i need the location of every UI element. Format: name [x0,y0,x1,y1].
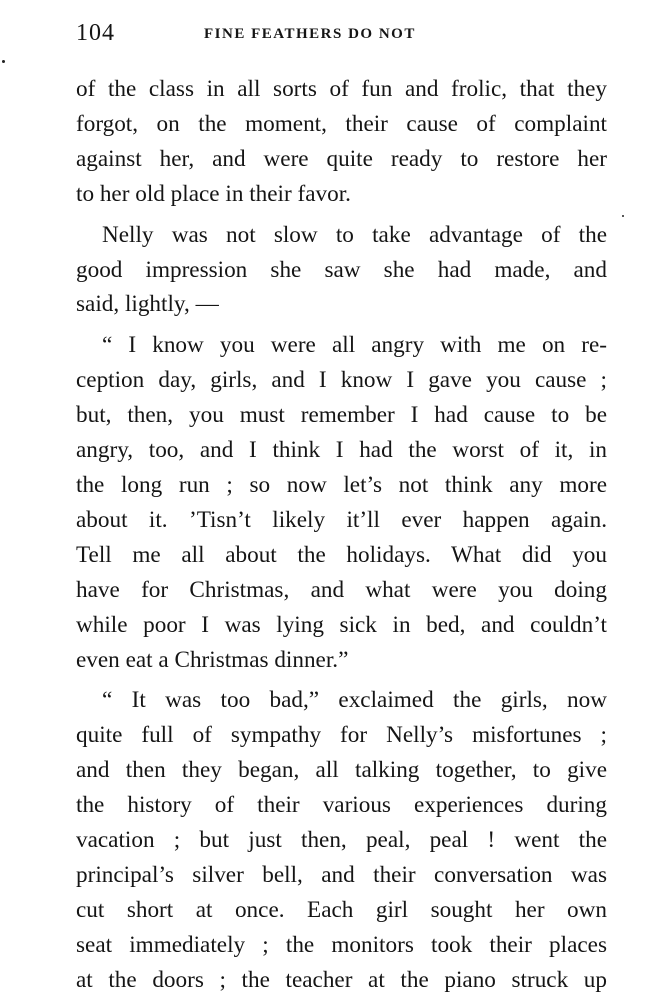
paragraph-3 [76,328,607,677]
print-speck [622,215,624,217]
text-line: cut short at once. Each girl sought her own [76,896,607,923]
text-line: Tell me all about the holidays. What did you [76,541,607,568]
paragraph-1 [76,72,607,212]
text-line: principal’s silver bell, and their conversation was [76,861,607,888]
text-line: angry, too, and I think I had the worst of it, in [76,437,607,464]
text-line: the long run ; so now let’s not think any more [76,471,607,498]
text-line: the history of their various experiences during [76,792,607,819]
text-line: to her old place in their favor. [76,180,351,207]
text-line: of the class in all sorts of fun and frolic, that they [76,76,607,102]
text-line: “ It was too bad,” exclaimed the girls, now [102,687,607,714]
text-line: forgot, on the moment, their cause of complaint [76,110,607,137]
text-line: about it. ’Tisn’t likely it’ll ever happen again. [76,506,607,533]
paragraph-4 [76,683,607,997]
body-text [76,72,607,998]
text-line: even eat a Christmas dinner.” [76,646,349,673]
running-head: FINE FEATHERS DO NOT [204,26,416,42]
text-line: but, then, you must remember I had cause to be [76,402,607,429]
text-line: vacation ; but just then, peal, peal ! went the [76,827,607,854]
text-line: quite full of sympathy for Nelly’s misfortunes ; [76,722,607,749]
paragraph-2 [76,218,607,323]
text-line: Nelly was not slow to take advantage of the [102,221,607,248]
text-line: while poor I was lying sick in bed, and couldn’t [76,611,607,638]
page-number: 104 [76,20,115,46]
text-line: good impression she saw she had made, and [76,256,607,283]
text-line: and then they began, all talking together, to give [76,757,607,784]
print-speck [2,60,5,63]
text-line: said, lightly, — [76,291,219,318]
text-line: “ I know you were all angry with me on re- [102,332,607,359]
text-line: ception day, girls, and I know I gave you cause ; [76,367,607,394]
page-header [76,20,606,50]
text-line: against her, and were quite ready to restore her [76,145,607,172]
text-line: at the doors ; the teacher at the piano struck up [76,966,607,993]
text-line: seat immediately ; the monitors took their places [76,931,607,958]
text-line: have for Christmas, and what were you doing [76,576,607,603]
